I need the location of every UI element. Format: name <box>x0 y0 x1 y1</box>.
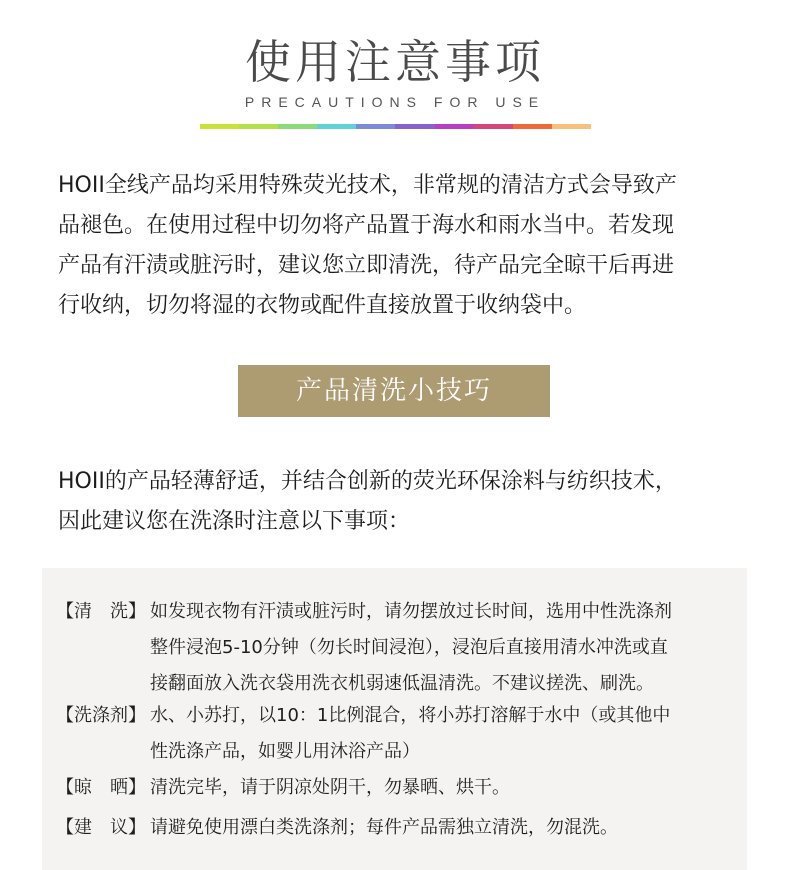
tip-label: 【清 洗】 <box>56 601 146 622</box>
color-segment <box>278 124 317 129</box>
tip-line: 接翻面放入洗衣袋用洗衣机弱速低温清洗。不建议搓洗、刷洗。 <box>150 673 654 694</box>
tip-line: 水、小苏打，以10：1比例混合，将小苏打溶解于水中（或其他中 <box>150 705 671 726</box>
color-segment <box>395 124 434 129</box>
intro-line: HOII全线产品均采用特殊荧光技术，非常规的清洁方式会导致产 <box>58 173 677 198</box>
color-segment <box>474 124 513 129</box>
color-divider <box>200 124 591 129</box>
color-segment <box>200 124 239 129</box>
tip-label: 【建 议】 <box>56 817 146 838</box>
color-segment <box>435 124 474 129</box>
color-segment <box>513 124 552 129</box>
color-segment <box>552 124 591 129</box>
page-subtitle: PRECAUTIONS FOR USE <box>244 94 546 110</box>
section-banner: 产品清洗小技巧 <box>238 365 550 417</box>
tip-line: 整件浸泡5-10分钟（勿长时间浸泡），浸泡后直接用清水冲洗或直 <box>150 637 668 658</box>
tips-panel <box>42 568 747 870</box>
tip-label: 【晾 晒】 <box>56 777 146 798</box>
tip-line: 性洗涤产品，如婴儿用沐浴产品） <box>150 741 420 762</box>
tip-line: 清洗完毕，请于阴凉处阴干，勿暴晒、烘干。 <box>150 777 510 798</box>
color-segment <box>239 124 278 129</box>
tip-label: 【洗涤剂】 <box>56 705 146 726</box>
intro-line: 品褪色。在使用过程中切勿将产品置于海水和雨水当中。若发现 <box>58 213 675 238</box>
tip-line: 请避免使用漂白类洗涤剂；每件产品需独立清洗，勿混洗。 <box>150 817 618 838</box>
intro-paragraph <box>58 166 748 326</box>
intro-line: 行收纳，切勿将湿的衣物或配件直接放置于收纳袋中。 <box>58 293 587 318</box>
color-segment <box>356 124 395 129</box>
sub-intro-line: 因此建议您在洗涤时注意以下事项： <box>58 509 411 534</box>
sub-intro-line: HOII的产品轻薄舒适，并结合创新的荧光环保涂料与纺织技术， <box>58 469 677 494</box>
color-segment <box>317 124 356 129</box>
sub-intro-paragraph <box>58 462 758 542</box>
intro-line: 产品有汗渍或脏污时，建议您立即清洗，待产品完全晾干后再进 <box>58 253 675 278</box>
tip-line: 如发现衣物有汗渍或脏污时，请勿摆放过长时间，选用中性洗涤剂 <box>150 601 672 622</box>
page-title: 使用注意事项 <box>245 35 545 89</box>
